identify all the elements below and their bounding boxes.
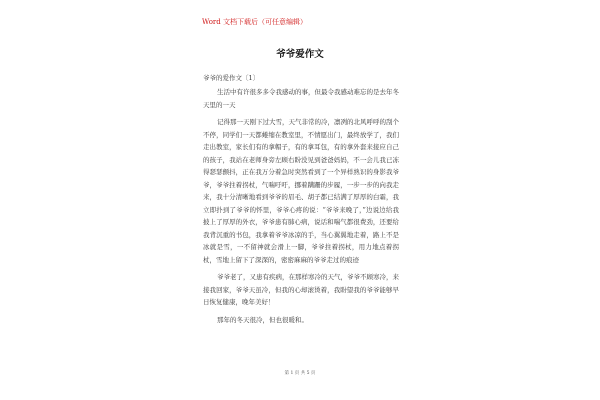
paragraph: 爷爷老了，又患有疾病，在那样寒冷的天气，爷爷不顾寒冷，来接我回家，爷爷天虽冷，但我的心却滚烫着，我盼望我的爷爷能够早日恢复健康，晚年美好！ [203,273,399,306]
essay-heading: 爷爷的爱作文〔1〕 [203,74,260,82]
essay-body [203,86,399,331]
paragraph: 记得那一天刚下过大雪，天气非常的冷，凛冽的北风呼呼的刮个不停，同学们一天都蜷缩在教室里，不情愿出门，最终放学了，我们走出教室，家长们有的拿帽子，有的拿耳包，有的拿外套来接应自己的孩子，我站在老师身旁左顾右盼没见到爸爸妈妈，不一会儿我已冻得瑟瑟颤抖，正在我万分着急时突然看到了一个异样熟识的身影我爷爷，爷爷拄着拐杖，气喘吁吁，挪着蹒跚的步履，一步一步的向我走来，我十分清晰地看到爷爷的眉毛、胡子都已结满了厚厚的白霜，我立即扑到了爷爷的怀里，爷爷心疼的说：“爷爷来晚了，”边说边给我披上了厚厚的外衣，爷爷患有肺心病，说话和喘气都很费劲，还要给我背沉重的书包，我拿着爷爷冰凉的手，当心翼翼地走着，路上不是冰就是雪，一不留神就会滑上一脚，爷爷拄着拐杖，用力地点着拐杖，雪地上留下了深深的，密密麻麻的爷爷走过的痕迹 [203,118,399,264]
download-banner: Word 文档下载后（可任意编辑） [202,18,307,26]
paragraph: 生活中有许很多多令我感动的事，但最令我感动难忘的是去年冬天里的一天 [203,88,399,109]
page-footer: 第 1 页 共 5 页 [284,371,316,376]
document-title: 爷爷爱作文 [276,49,324,60]
paragraph: 那年的冬天很冷，但也很暖和。 [217,315,308,324]
